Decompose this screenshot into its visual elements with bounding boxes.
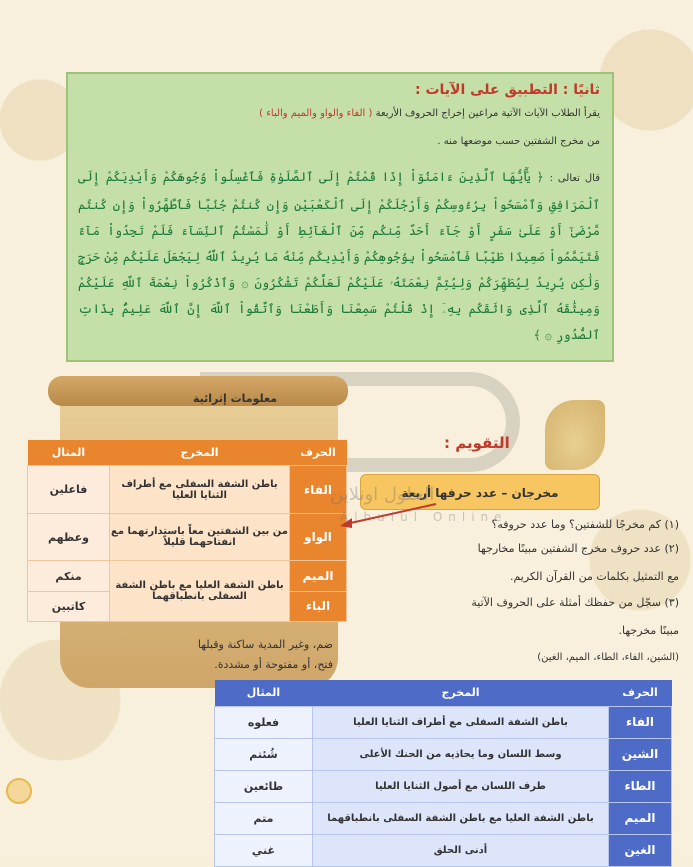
question-2b: مع التمثيل بكلمات من القرآن الكريم. bbox=[509, 570, 679, 583]
watermark-text: الحلول اونلاين bbox=[330, 484, 435, 505]
example-cell: فاعلين bbox=[28, 466, 110, 514]
instruction-line-2: من مخرج الشفتين حسب موضعها منه . bbox=[437, 136, 600, 147]
instruction-text: يقرأ الطلاب الآيات الآتية مراعين إخراج الحروف الأربعة bbox=[375, 108, 600, 119]
makhraj-cell: طرف اللسان مع أصول الثنايا العليا bbox=[313, 770, 609, 802]
table-row bbox=[28, 561, 347, 591]
header-letter: الحرف bbox=[300, 446, 336, 460]
example-cell: شُئتم bbox=[215, 738, 313, 770]
quran-verse bbox=[78, 164, 600, 348]
letter-cell: الطاء bbox=[609, 770, 672, 802]
example-cell: طائعين bbox=[215, 770, 313, 802]
makhraj-cell: باطن الشفة العليا مع باطن الشفة السفلى بانطباقهما bbox=[110, 561, 290, 622]
letters-highlight: ( الفاء والواو والميم والباء ) bbox=[259, 108, 373, 119]
makhraj-cell: باطن الشفة العليا مع باطن الشفة السفلى بانطباقهما bbox=[313, 802, 609, 834]
orange-letters-table bbox=[27, 440, 347, 622]
table-row bbox=[215, 834, 672, 866]
makhraj-cell: وسط اللسان وما يحاذيه من الحنك الأعلى bbox=[313, 738, 609, 770]
letter-cell: الواو bbox=[290, 513, 347, 561]
header-makhraj: المخرج bbox=[180, 446, 219, 460]
instruction-line bbox=[80, 108, 600, 119]
question-2: (٢) عدد حروف مخرج الشفتين مبينًا مخارجها bbox=[477, 542, 679, 555]
table-row bbox=[215, 802, 672, 834]
enrichment-label: معلومات إثرائية bbox=[192, 392, 278, 405]
example-cell: كاتبين bbox=[28, 591, 110, 621]
question-3: (٣) سجّل من حفظك أمثلة على الحروف الآتية bbox=[471, 596, 679, 609]
letter-cell: الباء bbox=[290, 591, 347, 621]
letter-cell: الشين bbox=[609, 738, 672, 770]
makhraj-cell: باطن الشفة السفلى مع أطراف الثنايا العليا bbox=[313, 706, 609, 738]
table-header-row bbox=[28, 440, 347, 466]
question-3c: (الشين، الفاء، الطاء، الميم، الغين) bbox=[537, 652, 679, 663]
section-title: ثانيًا : التطبيق على الآيات : bbox=[414, 82, 600, 98]
letter-cell: الميم bbox=[290, 561, 347, 591]
answer-callout: مخرجان – عدد حرفها أربعة bbox=[360, 474, 600, 510]
table-row bbox=[215, 738, 672, 770]
header-makhraj: المخرج bbox=[441, 686, 480, 700]
header-example: المثال bbox=[51, 446, 86, 460]
scroll-text: فتح، أو مفتوحة أو مشددة. bbox=[214, 658, 333, 671]
letter-cell: الفاء bbox=[609, 706, 672, 738]
example-cell: غني bbox=[215, 834, 313, 866]
publisher-logo-icon bbox=[6, 778, 32, 804]
header-letter: الحرف bbox=[622, 686, 658, 700]
letter-cell: الفاء bbox=[290, 466, 347, 514]
letter-cell: الغين bbox=[609, 834, 672, 866]
makhraj-cell: باطن الشفة السفلى مع أطراف الثنايا العليا bbox=[110, 466, 290, 514]
verse-lead: قال تعالى : bbox=[549, 173, 600, 184]
header-example: المثال bbox=[246, 686, 281, 700]
application-panel bbox=[66, 72, 614, 362]
blue-answers-table bbox=[214, 680, 672, 867]
table-row bbox=[28, 466, 347, 514]
letter-cell: الميم bbox=[609, 802, 672, 834]
table-header-row bbox=[215, 680, 672, 706]
table-row bbox=[28, 513, 347, 561]
makhraj-cell: من بين الشفتين معاً باستدارتهما مع انفتاحهما قليلاً bbox=[110, 513, 290, 561]
example-cell: وعظهم bbox=[28, 513, 110, 561]
verse-text: ﴿ يَٰٓأَيُّهَا ٱلَّذِينَ ءَامَنُوٓاْ إِذَا قُمْتُمْ إِلَى ٱلصَّلَوٰةِ فَٱغْسِلُواْ وُجُوهَكُمْ وَأَيْدِيَكُمْ إِلَى ٱلْمَرَافِقِ وَٱمْسَحُواْ بِرُءُوسِكُمْ وَأَرْجُلَكُمْ إِلَى ٱلْكَعْبَيْنِ وَإِن كُنتُمْ جُنُبًا فَٱطَّهَّرُواْ وَإِن كُنتُم مَّرْضَىٰٓ أَوْ عَلَىٰ سَفَرٍ أَوْ جَآءَ أَحَدٌ مِّنكُم مِّنَ ٱلْغَآئِطِ أَوْ لَٰمَسْتُمُ ٱلنِّسَآءَ فَلَمْ تَجِدُواْ مَآءً فَتَيَمَّمُواْ صَعِيدًا طَيِّبًا فَٱمْسَحُواْ بِوُجُوهِكُمْ وَأَيْدِيكُم مِّنْهُ مَا يُرِيدُ ٱللَّهُ لِيَجْعَلَ عَلَيْكُم مِّنْ حَرَجٍ وَلَٰكِن يُرِيدُ لِيُطَهِّرَكُمْ وَلِيُتِمَّ نِعْمَتَهُۥ عَلَيْكُمْ لَعَلَّكُمْ تَشْكُرُونَ ۞ وَٱذْكُرُواْ نِعْمَةَ ٱللَّهِ عَلَيْكُمْ وَمِيثَٰقَهُ ٱلَّذِى وَاثَقَكُم بِهِۦٓ إِذْ قُلْتُمْ سَمِعْنَا وَأَطَعْنَا وَٱتَّقُواْ ٱللَّهَ إِنَّ ٱللَّهَ عَلِيمٌۢ بِذَاتِ ٱلصُّدُورِ ۞ ﴾ bbox=[78, 169, 600, 342]
scroll-text: ضم، وغير المدية ساكنة وقبلها bbox=[197, 638, 333, 651]
example-cell: فعلوه bbox=[215, 706, 313, 738]
table-row bbox=[215, 770, 672, 802]
table-row bbox=[215, 706, 672, 738]
evaluation-icon bbox=[545, 400, 605, 470]
watermark-latin: Alhulul Online bbox=[340, 510, 508, 524]
question-1: (١) كم مخرجًا للشفتين؟ وما عدد حروفه؟ bbox=[491, 518, 679, 531]
example-cell: متم bbox=[215, 802, 313, 834]
example-cell: منكم bbox=[28, 561, 110, 591]
makhraj-cell: أدنى الحلق bbox=[313, 834, 609, 866]
question-3b: مبينًا مخرجها. bbox=[618, 624, 679, 637]
evaluation-title: التقويم : bbox=[444, 434, 510, 452]
